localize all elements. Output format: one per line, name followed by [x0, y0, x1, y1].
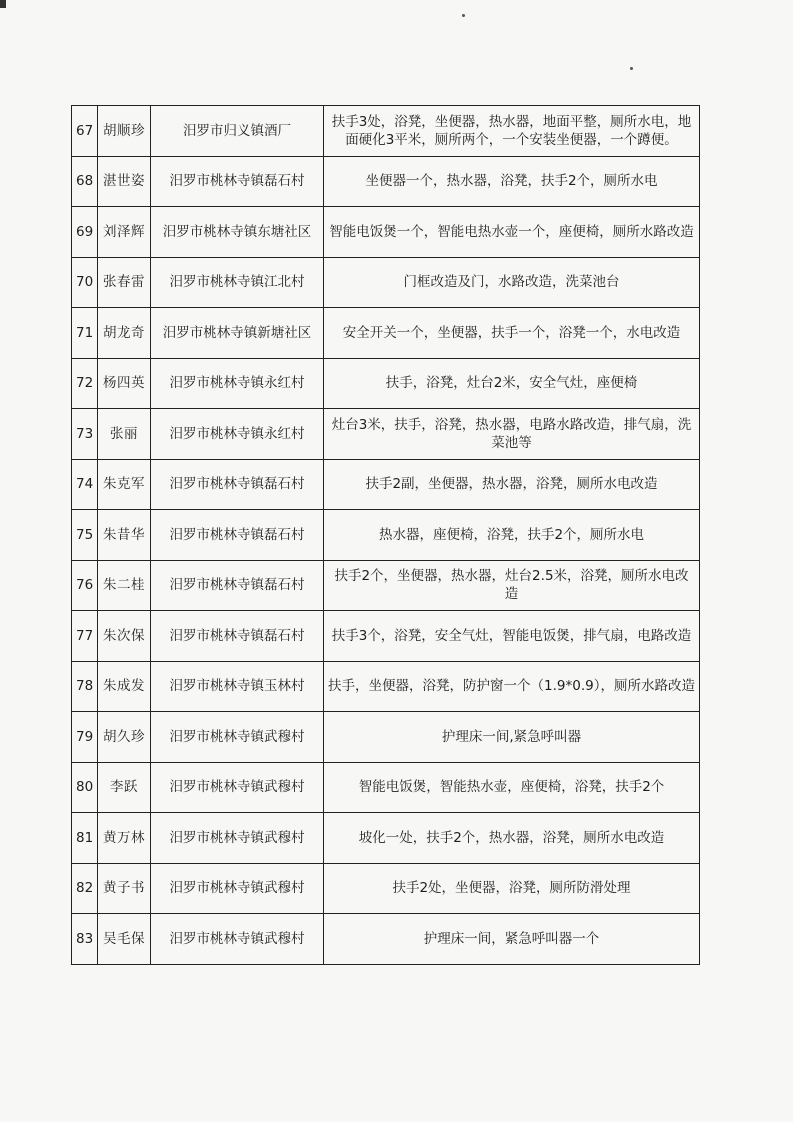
records-table [71, 105, 700, 965]
row-number: 77 [72, 611, 98, 662]
row-address: 汨罗市桃林寺镇磊石村 [151, 560, 324, 611]
row-name: 刘泽辉 [98, 207, 151, 258]
row-items: 扶手，坐便器，浴凳，防护窗一个（1.9*0.9），厕所水路改造 [324, 661, 700, 712]
row-name: 张春雷 [98, 257, 151, 308]
row-number: 75 [72, 510, 98, 561]
row-number: 68 [72, 156, 98, 207]
row-items: 门框改造及门，水路改造，洗菜池台 [324, 257, 700, 308]
scan-speck [462, 14, 465, 17]
row-name: 胡久珍 [98, 712, 151, 763]
table-row [72, 308, 700, 359]
row-items: 护理床一间，紧急呼叫器一个 [324, 914, 700, 965]
row-number: 80 [72, 762, 98, 813]
row-items: 热水器，座便椅，浴凳，扶手2个，厕所水电 [324, 510, 700, 561]
row-number: 74 [72, 459, 98, 510]
row-name: 黄子书 [98, 863, 151, 914]
row-address: 汨罗市桃林寺镇磊石村 [151, 459, 324, 510]
row-number: 71 [72, 308, 98, 359]
row-items: 灶台3米，扶手，浴凳，热水器，电路水路改造，排气扇，洗菜池等 [324, 409, 700, 460]
row-address: 汨罗市桃林寺镇磊石村 [151, 156, 324, 207]
table-row [72, 813, 700, 864]
row-name: 朱二桂 [98, 560, 151, 611]
table-row [72, 459, 700, 510]
row-items: 扶手2处，坐便器，浴凳，厕所防滑处理 [324, 863, 700, 914]
row-number: 67 [72, 106, 98, 157]
table-row [72, 156, 700, 207]
row-items: 扶手2副，坐便器，热水器，浴凳，厕所水电改造 [324, 459, 700, 510]
row-items: 扶手，浴凳，灶台2米，安全气灶，座便椅 [324, 358, 700, 409]
row-address: 汨罗市桃林寺镇武穆村 [151, 914, 324, 965]
row-name: 湛世姿 [98, 156, 151, 207]
row-number: 78 [72, 661, 98, 712]
row-number: 69 [72, 207, 98, 258]
scan-speck [630, 67, 633, 70]
row-number: 83 [72, 914, 98, 965]
table-row [72, 762, 700, 813]
row-items: 扶手3处，浴凳，坐便器，热水器，地面平整，厕所水电，地面硬化3平米，厕所两个，一个安装坐便器，一个蹲便。 [324, 106, 700, 157]
row-name: 张丽 [98, 409, 151, 460]
row-number: 72 [72, 358, 98, 409]
row-number: 79 [72, 712, 98, 763]
row-name: 胡龙奇 [98, 308, 151, 359]
row-items: 坡化一处，扶手2个，热水器，浴凳，厕所水电改造 [324, 813, 700, 864]
table-row [72, 207, 700, 258]
row-name: 朱次保 [98, 611, 151, 662]
row-address: 汨罗市桃林寺镇东塘社区 [151, 207, 324, 258]
row-address: 汨罗市桃林寺镇磊石村 [151, 611, 324, 662]
table-row [72, 611, 700, 662]
row-name: 李跃 [98, 762, 151, 813]
row-address: 汨罗市桃林寺镇新塘社区 [151, 308, 324, 359]
table-row [72, 510, 700, 561]
row-items: 扶手3个，浴凳，安全气灶，智能电饭煲，排气扇，电路改造 [324, 611, 700, 662]
row-number: 76 [72, 560, 98, 611]
row-address: 汨罗市桃林寺镇永红村 [151, 358, 324, 409]
table-row [72, 257, 700, 308]
row-name: 吴毛保 [98, 914, 151, 965]
table-row [72, 409, 700, 460]
row-name: 朱成发 [98, 661, 151, 712]
row-items: 智能电饭煲，智能热水壶，座便椅，浴凳，扶手2个 [324, 762, 700, 813]
records-table-body [72, 106, 700, 965]
row-number: 73 [72, 409, 98, 460]
row-address: 汨罗市桃林寺镇玉林村 [151, 661, 324, 712]
table-row [72, 106, 700, 157]
row-name: 朱克军 [98, 459, 151, 510]
table-row [72, 661, 700, 712]
row-name: 杨四英 [98, 358, 151, 409]
row-address: 汨罗市桃林寺镇武穆村 [151, 712, 324, 763]
row-number: 82 [72, 863, 98, 914]
table-row [72, 914, 700, 965]
table-row [72, 560, 700, 611]
row-items: 护理床一间,紧急呼叫器 [324, 712, 700, 763]
row-address: 汨罗市桃林寺镇武穆村 [151, 863, 324, 914]
row-name: 黄万林 [98, 813, 151, 864]
row-number: 70 [72, 257, 98, 308]
table-row [72, 863, 700, 914]
scan-corner-mark [0, 0, 6, 8]
row-address: 汨罗市桃林寺镇江北村 [151, 257, 324, 308]
table-row [72, 712, 700, 763]
table-row [72, 358, 700, 409]
row-address: 汨罗市桃林寺镇磊石村 [151, 510, 324, 561]
row-name: 胡顺珍 [98, 106, 151, 157]
row-items: 智能电饭煲一个，智能电热水壶一个，座便椅，厕所水路改造 [324, 207, 700, 258]
row-items: 扶手2个，坐便器，热水器，灶台2.5米，浴凳，厕所水电改造 [324, 560, 700, 611]
row-address: 汨罗市归义镇酒厂 [151, 106, 324, 157]
row-address: 汨罗市桃林寺镇武穆村 [151, 813, 324, 864]
row-address: 汨罗市桃林寺镇永红村 [151, 409, 324, 460]
row-name: 朱昔华 [98, 510, 151, 561]
row-items: 安全开关一个，坐便器，扶手一个，浴凳一个，水电改造 [324, 308, 700, 359]
row-address: 汨罗市桃林寺镇武穆村 [151, 762, 324, 813]
row-number: 81 [72, 813, 98, 864]
row-items: 坐便器一个，热水器，浴凳，扶手2个，厕所水电 [324, 156, 700, 207]
